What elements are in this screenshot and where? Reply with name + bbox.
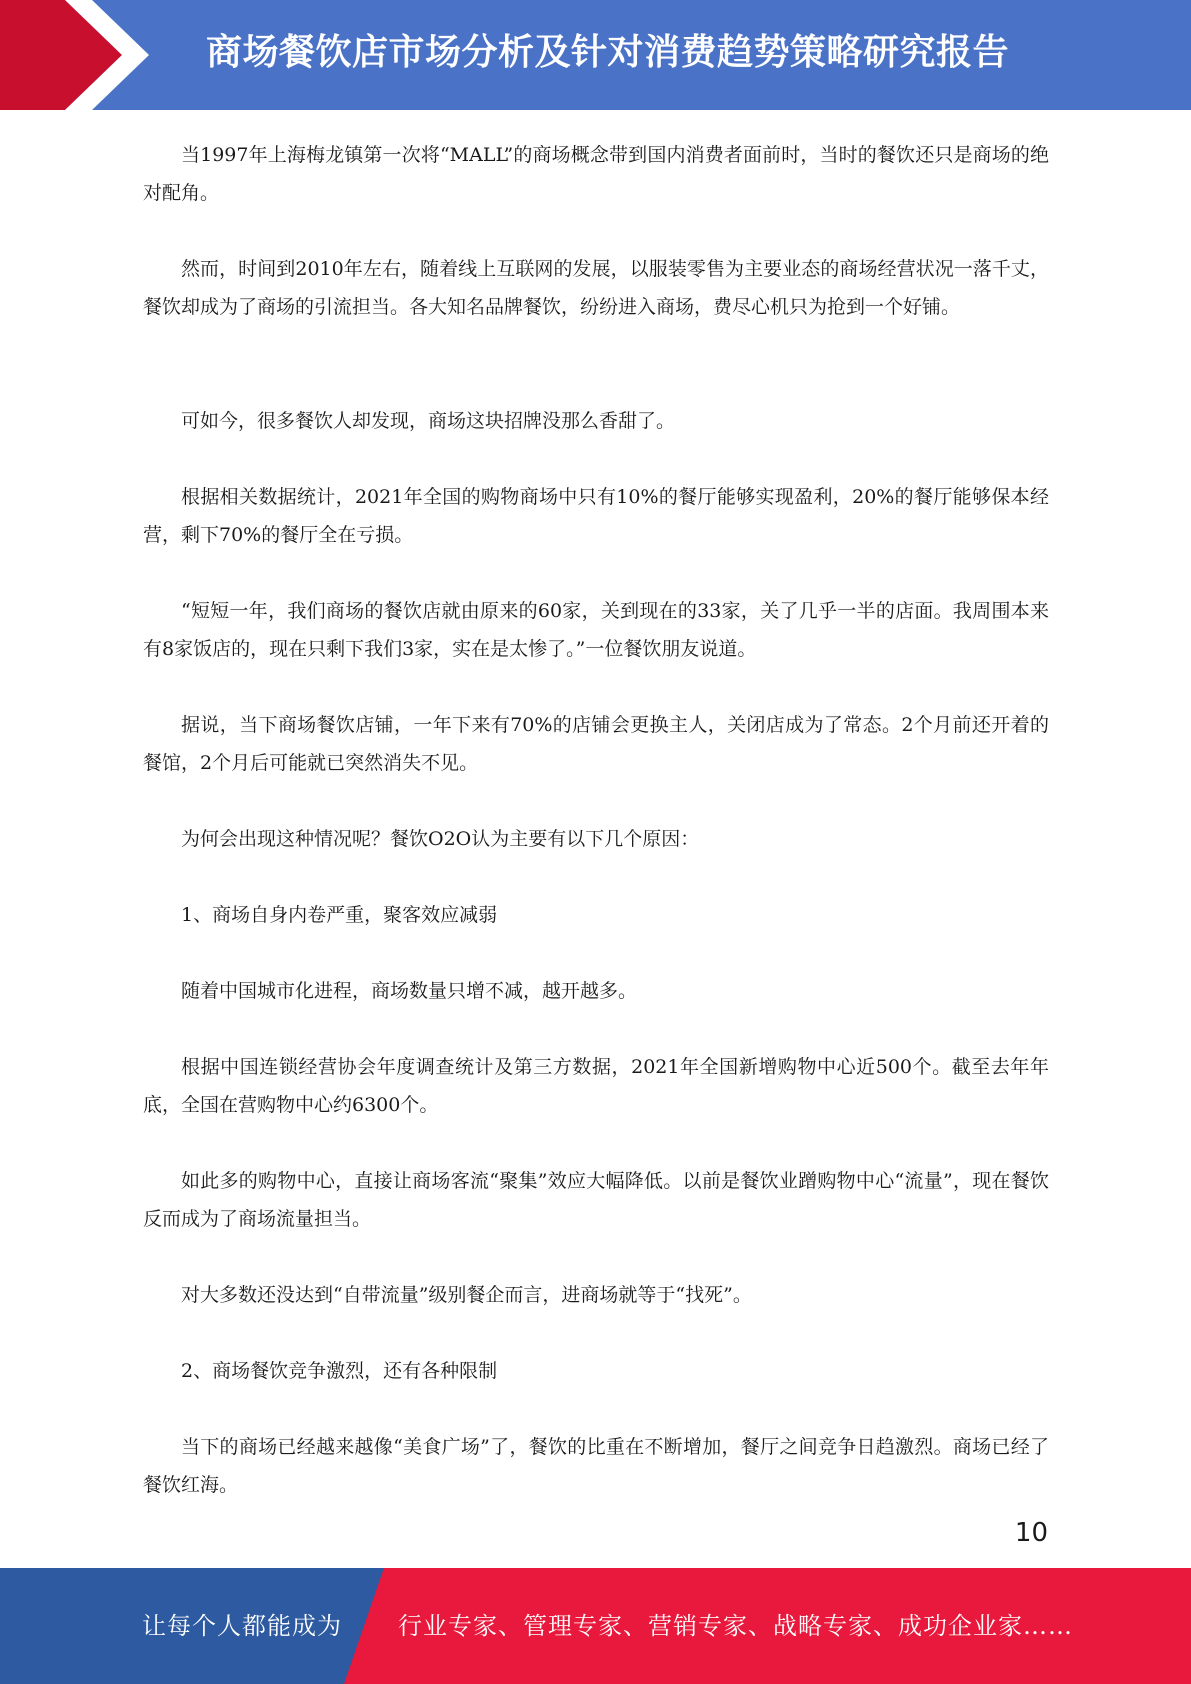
section-heading: 1、商场自身内卷严重，聚客效应减弱 [181,904,498,926]
page-header [0,0,1191,110]
paragraph: 当1997年上海梅龙镇第一次将“MALL”的商场概念带到国内消费者面前时，当时的餐饮还只是商场的绝对配角。 [143,144,1049,204]
paragraph: “短短一年，我们商场的餐饮店就由原来的60家，关到现在的33家，关了几乎一半的店面。我周围本来有8家饭店的，现在只剩下我们3家，实在是太惨了。”一位餐饮朋友说道。 [143,600,1049,660]
report-title: 商场餐饮店市场分析及针对消费趋势策略研究报告 [206,32,1010,73]
paragraph: 当下的商场已经越来越像“美食广场”了，餐饮的比重在不断增加，餐厅之间竞争日趋激烈。商场已经了餐饮红海。 [143,1436,1049,1496]
page-number: 10 [1014,1518,1048,1548]
paragraph: 随着中国城市化进程，商场数量只增不减，越开越多。 [181,980,638,1002]
paragraph: 为何会出现这种情况呢？餐饮O2O认为主要有以下几个原因： [181,828,700,850]
page-footer [0,1568,1191,1684]
paragraph: 然而，时间到2010年左右，随着线上互联网的发展，以服装零售为主要业态的商场经营状况一落千丈，餐饮却成为了商场的引流担当。各大知名品牌餐饮，纷纷进入商场，费尽心机只为抢到一个好铺。 [143,258,1049,318]
section-heading: 2、商场餐饮竞争激烈，还有各种限制 [181,1360,498,1382]
paragraph: 如此多的购物中心，直接让商场客流“聚集”效应大幅降低。以前是餐饮业蹭购物中心“流量”，现在餐饮反而成为了商场流量担当。 [143,1170,1049,1230]
paragraph: 可如今，很多餐饮人却发现，商场这块招牌没那么香甜了。 [181,410,676,432]
paragraph: 据说，当下商场餐饮店铺，一年下来有70%的店铺会更换主人，关闭店成为了常态。2个月前还开着的餐馆，2个月后可能就已突然消失不见。 [143,714,1049,774]
footer-slogan-right: 行业专家、管理专家、营销专家、战略专家、成功企业家…… [398,1612,1073,1640]
paragraph: 根据相关数据统计，2021年全国的购物商场中只有10%的餐厅能够实现盈利，20%的餐厅能够保本经营，剩下70%的餐厅全在亏损。 [143,486,1049,546]
header-arrow-decoration [0,0,160,110]
paragraph: 对大多数还没达到“自带流量”级别餐企而言，进商场就等于“找死”。 [181,1284,752,1306]
paragraph: 根据中国连锁经营协会年度调查统计及第三方数据，2021年全国新增购物中心近500个。截至去年年底，全国在营购物中心约6300个。 [143,1056,1049,1116]
footer-slogan-left: 让每个人都能成为 [142,1612,342,1640]
